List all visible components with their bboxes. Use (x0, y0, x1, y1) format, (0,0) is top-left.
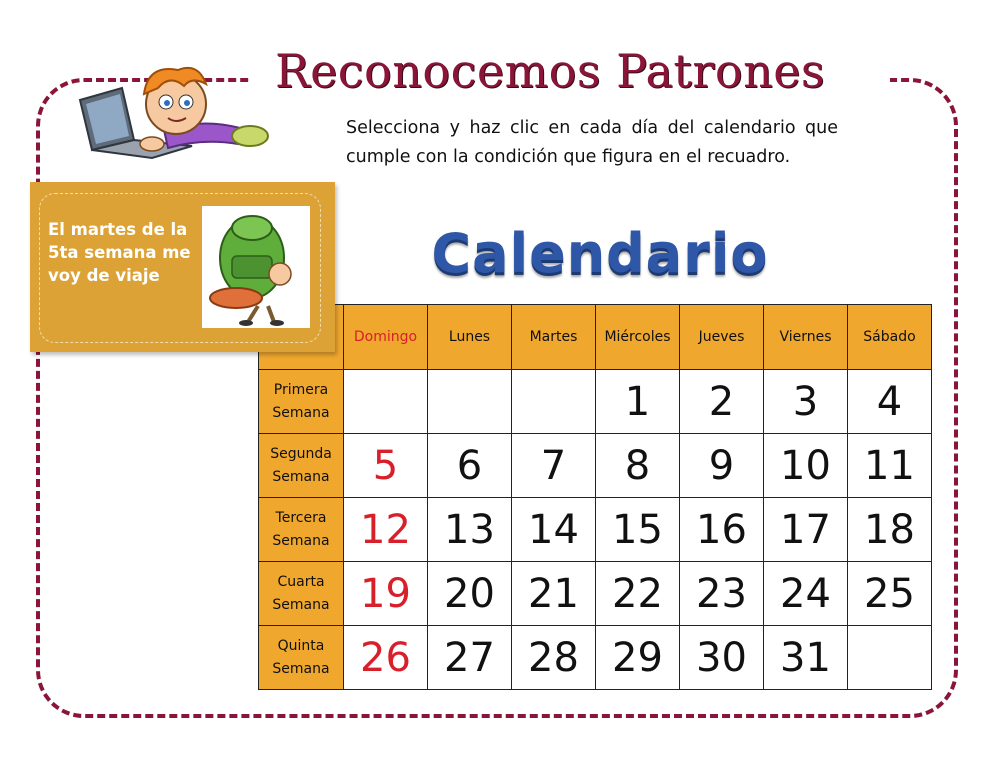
day-header-jueves: Jueves (680, 305, 764, 370)
calendar-day-cell[interactable]: 9 (680, 434, 764, 498)
calendar-day-cell[interactable] (512, 370, 596, 434)
calendar-day-cell[interactable]: 30 (680, 626, 764, 690)
calendar-day-cell[interactable]: 22 (596, 562, 680, 626)
calendar-day-cell[interactable]: 12 (344, 498, 428, 562)
calendar-day-cell[interactable]: 11 (848, 434, 932, 498)
calendar-day-cell[interactable]: 27 (428, 626, 512, 690)
day-header-viernes: Viernes (764, 305, 848, 370)
week-label-line-2: Semana (272, 404, 330, 421)
calendar-day-cell[interactable]: 10 (764, 434, 848, 498)
week-label-1 (259, 370, 344, 434)
calendar-day-cell[interactable]: 18 (848, 498, 932, 562)
day-header-sabado: Sábado (848, 305, 932, 370)
calendar-header-row (259, 305, 932, 370)
week-row-2 (259, 434, 932, 498)
calendar-day-cell[interactable]: 3 (764, 370, 848, 434)
calendar-day-cell[interactable]: 24 (764, 562, 848, 626)
calendar-day-cell[interactable]: 2 (680, 370, 764, 434)
calendar-table (258, 304, 932, 690)
calendar-day-cell[interactable] (848, 626, 932, 690)
week-label-5 (259, 626, 344, 690)
week-row-1 (259, 370, 932, 434)
calendar-day-cell[interactable]: 4 (848, 370, 932, 434)
week-label-line-1: Primera (273, 381, 329, 398)
instructions-text: Selecciona y haz clic en cada día del calendario que cumple con la condición que figura en el recuadro. (346, 118, 838, 167)
calendar-day-cell[interactable]: 5 (344, 434, 428, 498)
week-label-line-1: Segunda (270, 445, 332, 462)
calendar-day-cell[interactable]: 15 (596, 498, 680, 562)
week-label-line-1: Tercera (275, 509, 327, 526)
calendar-day-cell[interactable]: 21 (512, 562, 596, 626)
week-label-2 (259, 434, 344, 498)
day-header-lunes: Lunes (428, 305, 512, 370)
week-row-5 (259, 626, 932, 690)
calendar-day-cell[interactable]: 6 (428, 434, 512, 498)
week-label-line-1: Quinta (277, 637, 325, 654)
calendar-day-cell[interactable]: 25 (848, 562, 932, 626)
traveler-image (202, 206, 310, 328)
week-label-line-2: Semana (272, 596, 330, 613)
calendar-day-cell[interactable]: 1 (596, 370, 680, 434)
calendar-day-cell[interactable]: 31 (764, 626, 848, 690)
calendar-day-cell[interactable]: 23 (680, 562, 764, 626)
task-card (30, 182, 335, 352)
day-header-martes: Martes (512, 305, 596, 370)
backpacker-icon (202, 206, 310, 328)
week-label-4 (259, 562, 344, 626)
calendar-heading: Calendario (431, 222, 769, 285)
calendar-day-cell[interactable] (344, 370, 428, 434)
calendar-day-cell[interactable]: 8 (596, 434, 680, 498)
calendar-day-cell[interactable]: 7 (512, 434, 596, 498)
task-condition-text: El martes de la 5ta semana me voy de viaje (48, 220, 191, 285)
week-label-3 (259, 498, 344, 562)
day-header-domingo: Domingo (344, 305, 428, 370)
week-label-line-2: Semana (272, 660, 330, 677)
day-header-miercoles: Miércoles (596, 305, 680, 370)
calendar-day-cell[interactable]: 19 (344, 562, 428, 626)
calendar-day-cell[interactable]: 13 (428, 498, 512, 562)
calendar-day-cell[interactable] (428, 370, 512, 434)
calendar-day-cell[interactable]: 14 (512, 498, 596, 562)
calendar-day-cell[interactable]: 20 (428, 562, 512, 626)
week-row-4 (259, 562, 932, 626)
calendar-day-cell[interactable]: 17 (764, 498, 848, 562)
kid-laptop-icon (72, 58, 282, 168)
week-label-line-2: Semana (272, 532, 330, 549)
calendar-day-cell[interactable]: 26 (344, 626, 428, 690)
page-title: Reconocemos Patrones (274, 44, 826, 98)
calendar-day-cell[interactable]: 29 (596, 626, 680, 690)
week-label-line-2: Semana (272, 468, 330, 485)
calendar-day-cell[interactable]: 16 (680, 498, 764, 562)
week-row-3 (259, 498, 932, 562)
calendar-day-cell[interactable]: 28 (512, 626, 596, 690)
week-label-line-1: Cuarta (277, 573, 325, 590)
